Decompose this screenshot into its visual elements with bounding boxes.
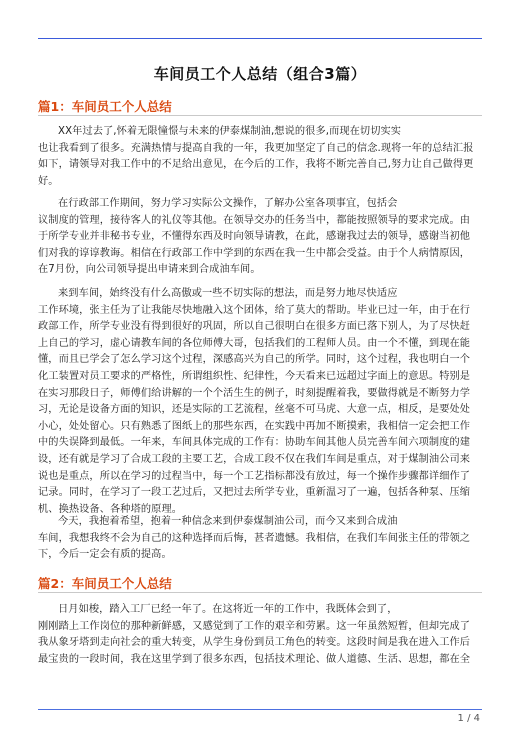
paragraph: 日月如梭，踏入工厂已经一年了。在这将近一年的工作中，我既体会到了， 刚刚踏上工作岗位的那种新鲜感，又感觉到了工作的艰辛和劳累。这一年虽然短暂，但却完成了 我从象牙塔到走向社会的重大转变，从学生身份到员工角色的转变。这段时间是我在进入工作后 最宝贵的一段时间，我在这里学到了很多东西，包括技术理论、做人道德、生活、思想，都在全 — [38, 604, 471, 665]
paragraph: XX年过去了,怀着无限憧憬与未来的伊泰煤制油,想说的很多,而现在切切实实 也让我看到了很多。充满热情与提高自我的一年，我更加坚定了自己的信念.现将一年的总结汇报 如下，请领导对我工作中的不足给出意见，在今后的工作，我将不断完善自己,努力让自己做得更 好。 — [38, 126, 474, 187]
page-title: 车间员工个人总结（组合3篇） — [153, 65, 367, 83]
paragraph: 在行政部工作期间，努力学习实际公文操作，了解办公室各项事宜，包括会 议制度的管理，接待客人的礼仪等其他。在领导交办的任务当中，都能按照领导的要求完成。由 于所学专业并非秘书专业，不懂得东西及时向领导请教，在此，感谢我过去的领导，感谢当初他 们对我的谆谆教诲。相信在行政部工作中学到的东西在我一生中都会受益。由于个人病情原因， 在7月份，向公司领导提出申请来到合成油车间。 — [38, 198, 471, 276]
section-2-divider — [38, 592, 482, 593]
top-rule — [38, 38, 482, 39]
paragraph: 今天，我抱着希望，抱着一种信念来到伊泰煤制油公司，而今又来到合成油 车间，我想我终不会为自己的这种选择而后悔，甚者遗憾。我相信，在我们车间张主任的带领之 下，今后一定会有质的提高。 — [38, 516, 471, 561]
page-number: 1 / 4 — [457, 713, 480, 724]
section-1-divider — [38, 115, 482, 116]
paragraph: 来到车间，始终没有什么高傲或一些不切实际的想法，而是努力地尽快适应 工作环境，张主任为了让我能尽快地融入这个团体，给了莫大的帮助。毕业已过一年，由于在行 政部工作，所学专业没有得到很好的巩固，所以自己很明白在很多方面已落下别人，为了尽快赶 上自己的学习，虚心请教车间的各位师傅大哥，包括我们的工程师人员。由一个不懂，到现在能 懂，而且已学会了怎么学习这个过程，深感高兴为自己的所学。同时，这个过程，我也明白一个 化工装置对员工要求的严格性，所谓组织性、纪律性，今天看来已远超过字面上的意思。特别是 在实习那段日子，师傅们给讲解的一个个活生生的例子，时刻提醒着我，要做得就是不断努力学 习，无论是设备方面的知识，还是实际的工艺流程，丝毫不可马虎、大意一点，相反，是要处处 小心，处处留心。只有熟悉了图纸上的那些东西，在实践中再加不断摸索，我相信一定会把工作 中的失误降到最低。一年来，车间具体完成的工作有：协助车间其他人员完善车间六项制度的建 设，还有就是学习了合成工段的主要工艺，合成工段不仅在我们车间是重点，对于煤制油公司来 说也是重点，所以在学习的过程当中，每一个工艺指标都没有放过，每一个操作步骤都详细作了 记录。同时，在学习了一段工艺过后，又把过去所学专业，重新温习了一遍，包括各种泵、压缩 机、换热设备、各种塔的原理。 — [38, 288, 471, 515]
section-1-heading: 篇1：车间员工个人总结 — [38, 99, 172, 114]
section-2-heading: 篇2：车间员工个人总结 — [38, 576, 172, 591]
footer-rule — [38, 709, 482, 710]
